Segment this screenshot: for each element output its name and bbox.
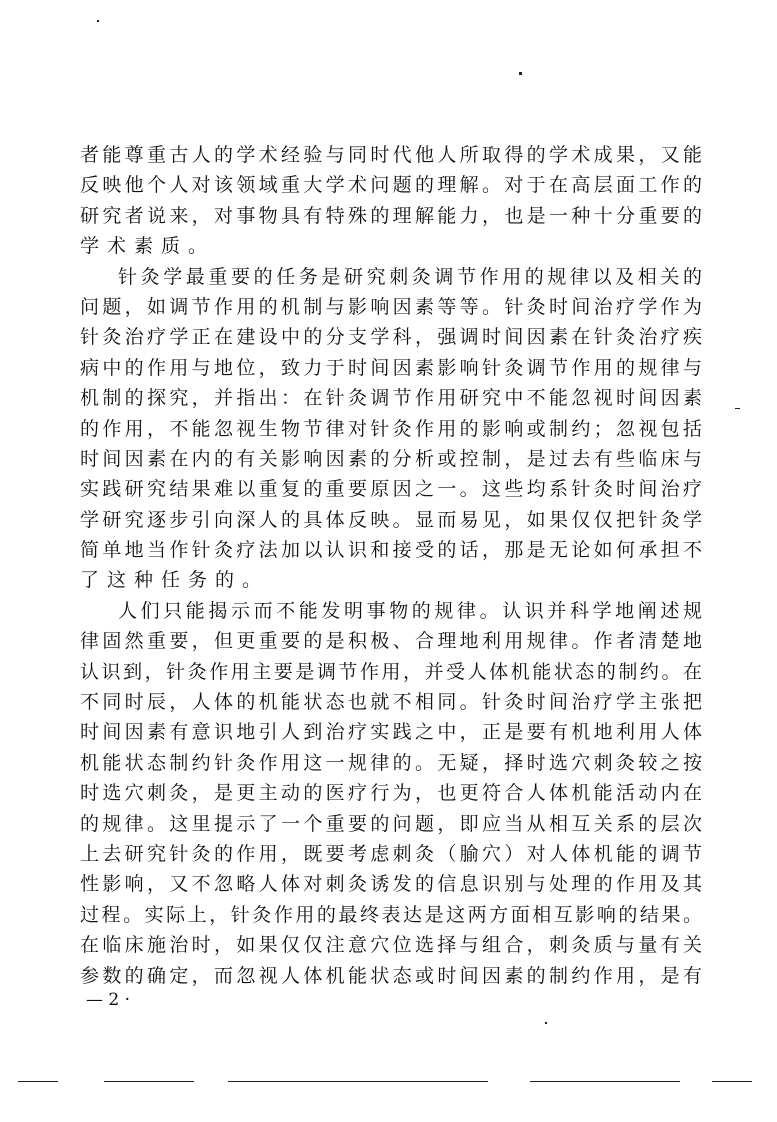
text-line: 过程。实际上，针灸作用的最终表达是这两方面相互影响的结果。 [80,903,702,926]
text-line: 时间因素有意识地引人到治疗实践之中，正是要有机地利用人体 [80,721,702,744]
text-line: 针灸学最重要的任务是研究刺灸调节作用的规律以及相关的 [118,265,702,288]
text-line: 参数的确定，而忽视人体机能状态或时间因素的制约作用，是有 [80,964,702,987]
scan-speck [735,408,740,409]
scan-edge-line [712,1081,752,1082]
text-line: 机制的探究，并指出：在针灸调节作用研究中不能忽视时间因素 [80,387,702,410]
text-line: 认识到，针灸作用主要是调节作用，并受人体机能状态的制约。在 [80,660,702,683]
scan-edge-line [104,1081,194,1082]
scan-edge-line [228,1081,488,1082]
text-line: 性影响，又不忽略人体对刺灸诱发的信息识别与处理的作用及其 [80,873,702,896]
text-line: 时选穴刺灸，是更主动的医疗行为，也更符合人体机能活动内在 [80,782,702,805]
scan-speck [97,20,99,22]
text-line: 的规律。这里提示了一个重要的问题，即应当从相互关系的层次 [80,812,702,835]
scan-edge-line [530,1081,680,1082]
text-line: 的作用，不能忽视生物节律对针灸作用的影响或制约；忽视包括 [80,417,702,440]
text-line: 机能状态制约针灸作用这一规律的。无疑，择时选穴刺灸较之按 [80,751,702,774]
document-body [80,140,702,991]
text-line: 简单地当作针灸疗法加以认识和接受的话，那是无论如何承担不 [80,539,702,562]
text-line: 研究者说来，对事物具有特殊的理解能力，也是一种十分重要的 [80,204,702,227]
scan-edge-line [18,1081,58,1082]
text-line: 实践研究结果难以重复的重要原因之一。这些均系针灸时间治疗 [80,478,702,501]
text-line: 了这种任务的。 [80,569,270,592]
scan-speck [545,1022,547,1024]
text-line: 者能尊重古人的学术经验与同时代他人所取得的学术成果，又能 [80,144,702,166]
scan-speck [519,72,522,75]
text-line: 学术素质。 [80,235,216,258]
page-number: — 2 · [86,990,131,1010]
text-line: 上去研究针灸的作用，既要考虑刺灸（腧穴）对人体机能的调节 [80,842,702,865]
text-line: 在临床施治时，如果仅仅注意穴位选择与组合，刺灸质与量有关 [80,934,702,957]
text-line: 人们只能揭示而不能发明事物的规律。认识并科学地阐述规 [118,599,702,622]
text-line: 律固然重要，但更重要的是积极、合理地利用规律。作者清楚地 [80,630,702,653]
text-line: 时间因素在内的有关影响因素的分析或控制，是过去有些临床与 [80,447,702,470]
text-line: 学研究逐步引向深人的具体反映。显而易见，如果仅仅把针灸学 [80,508,702,531]
text-line: 不同时辰，人体的机能状态也就不相同。针灸时间治疗学主张把 [80,691,702,714]
text-line: 病中的作用与地位，致力于时间因素影响针灸调节作用的规律与 [80,356,702,379]
text-line: 反映他个人对该领域重大学术问题的理解。对于在高层面工作的 [80,174,702,197]
text-line: 问题，如调节作用的机制与影响因素等等。针灸时间治疗学作为 [80,295,702,318]
text-line: 针灸治疗学正在建设中的分支学科，强调时间因素在针灸治疗疾 [80,326,702,349]
